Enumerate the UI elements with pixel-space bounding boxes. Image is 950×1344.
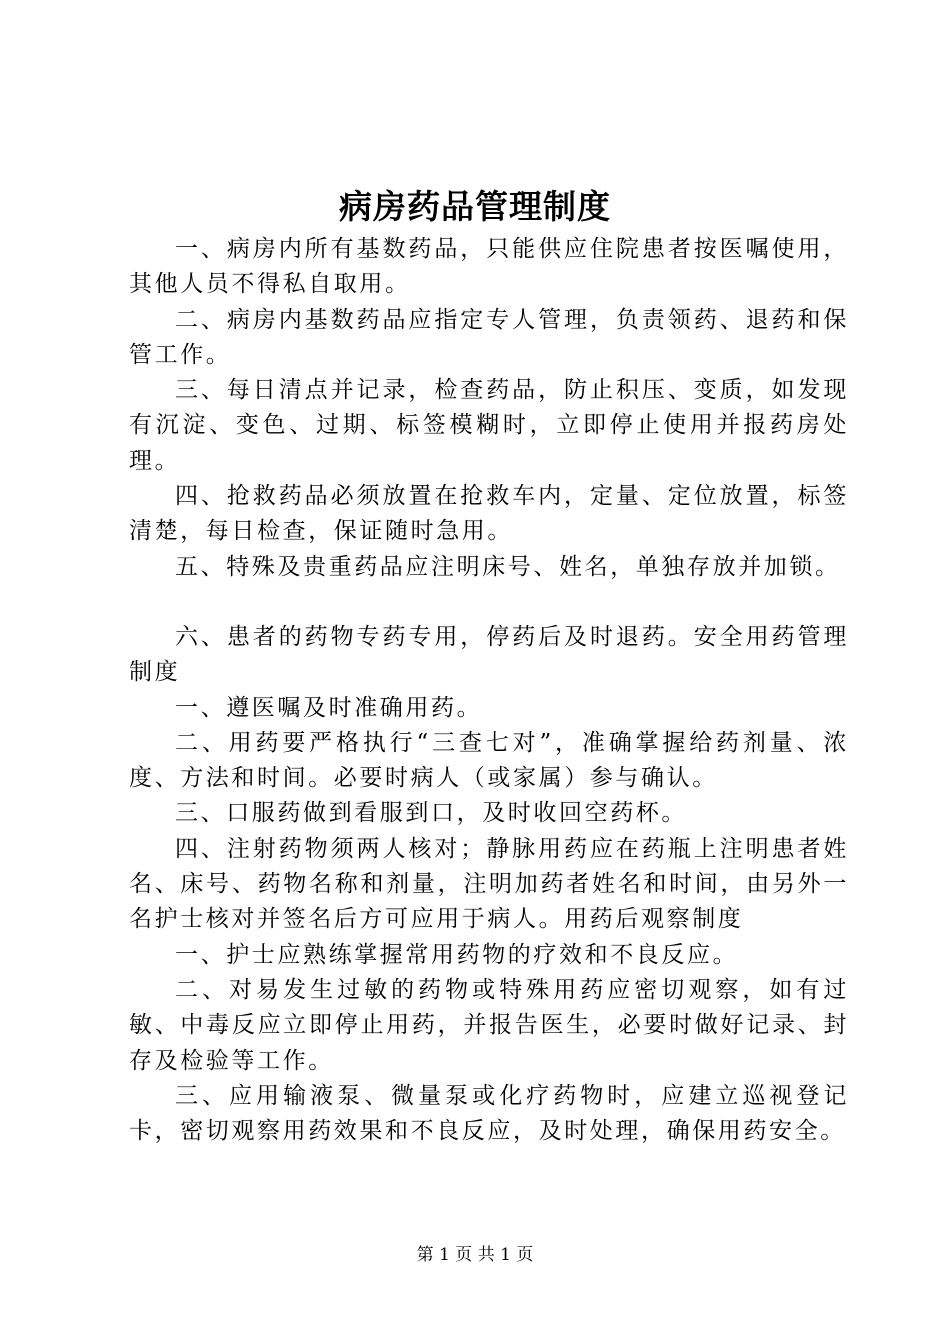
- paragraph-3: 三、每日清点并记录，检查药品，防止积压、变质，如发现有沉淀、变色、过期、标签模糊时，立即停止使用并报药房处理。: [129, 377, 849, 474]
- document-body: [129, 232, 849, 1149]
- paragraph-9: 三、口服药做到看服到口，及时收回空药杯。: [175, 800, 687, 827]
- paragraph-2: 二、病房内基数药品应指定专人管理，负责领药、退药和保管工作。: [129, 306, 849, 368]
- document-title: 病房药品管理制度: [339, 187, 611, 226]
- paragraph-4: 四、抢救药品必须放置在抢救车内，定量、定位放置，标签清楚，每日检查，保证随时急用。: [129, 483, 849, 545]
- paragraph-5: 五、特殊及贵重药品应注明床号、姓名，单独存放并加锁。: [175, 553, 841, 580]
- paragraph-8: 二、用药要严格执行“三查七对”，准确掌握给药剂量、浓度、方法和时间。必要时病人（或家属）参与确认。: [129, 729, 849, 792]
- paragraph-6: 六、患者的药物专药专用，停药后及时退药。安全用药管理制度: [129, 623, 849, 686]
- paragraph-13: 三、应用输液泵、微量泵或化疗药物时，应建立巡视登记卡，密切观察用药效果和不良反应，及时处理，确保用药安全。: [129, 1082, 849, 1145]
- paragraph-11: 一、护士应熟练掌握常用药物的疗效和不良反应。: [175, 941, 739, 968]
- paragraph-7: 一、遵医嘱及时准确用药。: [175, 694, 483, 721]
- paragraph-10: 四、注射药物须两人核对；静脉用药应在药瓶上注明患者姓名、床号、药物名称和剂量，注明加药者姓名和时间，由另外一名护士核对并签名后方可应用于病人。用药后观察制度: [129, 835, 849, 933]
- paragraph-12: 二、对易发生过敏的药物或特殊用药应密切观察，如有过敏、中毒反应立即停止用药，并报告医生，必要时做好记录、封存及检验等工作。: [129, 976, 849, 1074]
- page-footer: 第 1 页 共 1 页: [416, 1245, 534, 1265]
- paragraph-1: 一、病房内所有基数药品，只能供应住院患者按医嘱使用，其他人员不得私自取用。: [129, 236, 849, 298]
